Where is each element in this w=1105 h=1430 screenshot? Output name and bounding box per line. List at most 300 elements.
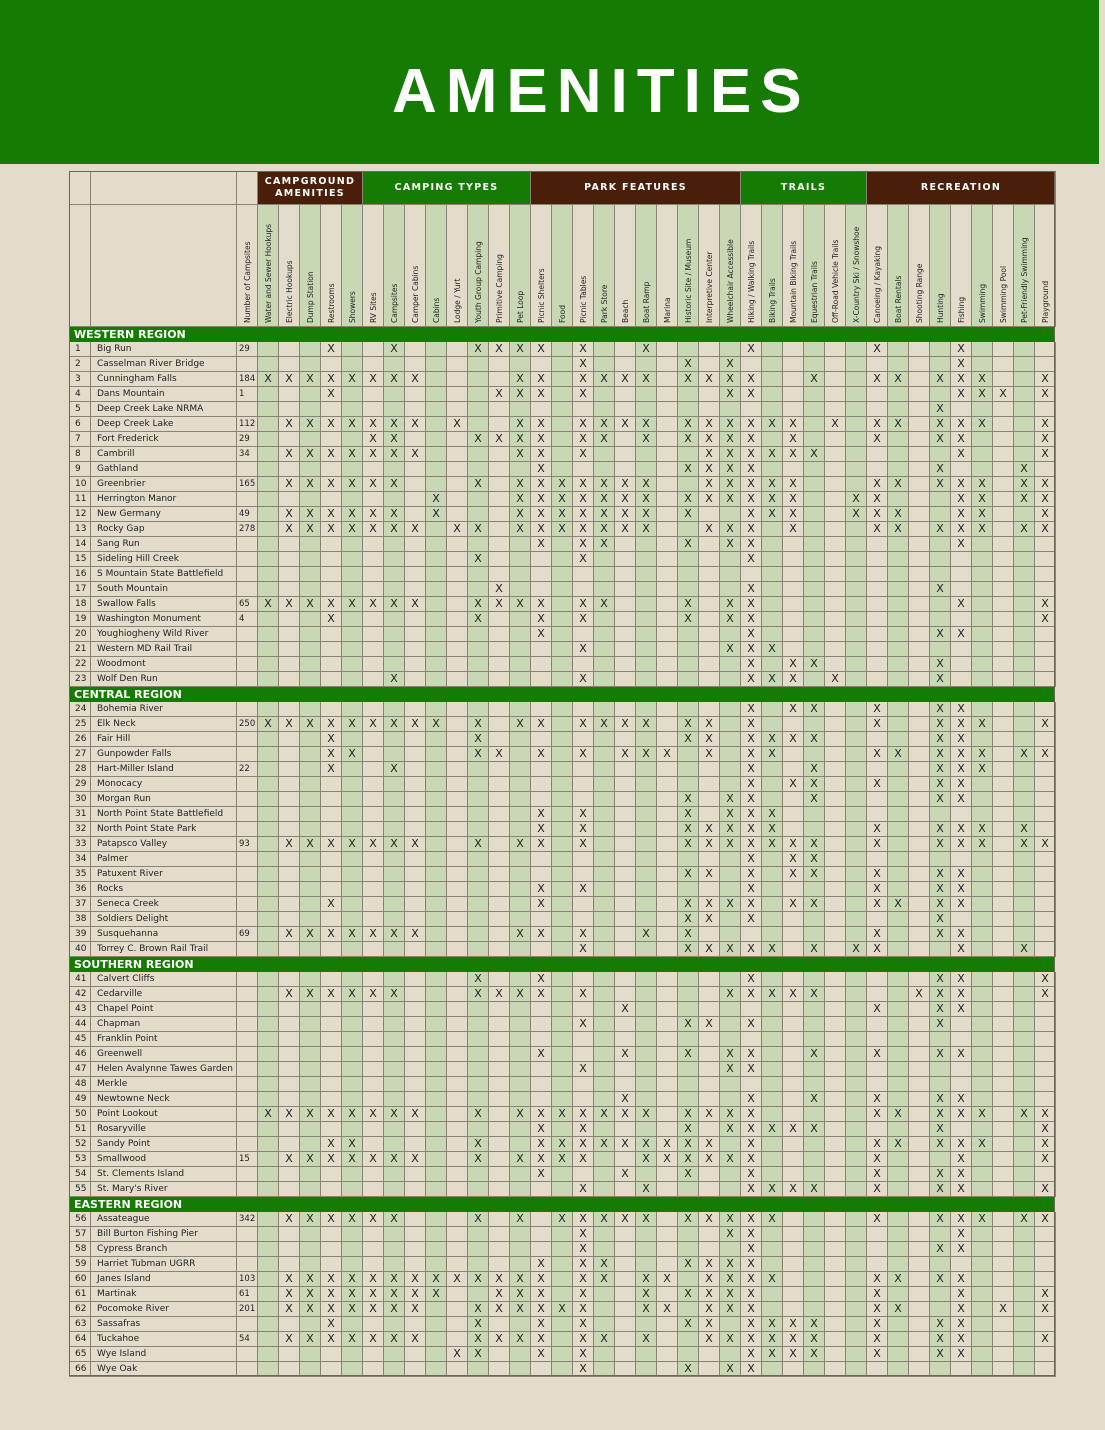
amenity-cell — [594, 582, 615, 597]
column-header-label: Food — [558, 305, 567, 323]
row-number: 20 — [69, 627, 91, 642]
amenity-cell — [468, 387, 489, 402]
campsite-count — [237, 1002, 258, 1017]
amenity-cell — [762, 1047, 783, 1062]
amenity-cell — [699, 582, 720, 597]
amenity-cell — [321, 942, 342, 957]
row-number: 51 — [69, 1122, 91, 1137]
amenity-cell — [615, 702, 636, 717]
amenity-mark: X — [930, 927, 951, 942]
campsite-count — [237, 642, 258, 657]
amenity-cell — [783, 642, 804, 657]
amenity-mark: X — [552, 492, 573, 507]
amenity-cell — [552, 822, 573, 837]
amenity-mark: X — [468, 987, 489, 1002]
amenity-mark: X — [720, 1212, 741, 1227]
amenity-mark: X — [867, 822, 888, 837]
amenity-cell — [258, 477, 279, 492]
amenity-cell — [972, 402, 993, 417]
amenity-mark: X — [741, 477, 762, 492]
amenity-cell — [888, 552, 909, 567]
amenity-mark: X — [279, 1212, 300, 1227]
amenity-cell — [888, 762, 909, 777]
amenity-cell — [258, 987, 279, 1002]
amenity-cell — [678, 882, 699, 897]
amenity-cell — [783, 537, 804, 552]
amenity-cell — [993, 432, 1014, 447]
column-header — [384, 205, 405, 327]
amenity-mark: X — [930, 582, 951, 597]
amenity-mark: X — [930, 1047, 951, 1062]
column-header-label: Swimming — [978, 283, 987, 323]
amenity-cell — [804, 717, 825, 732]
amenity-mark: X — [552, 522, 573, 537]
amenity-mark: X — [741, 417, 762, 432]
amenity-cell — [783, 1272, 804, 1287]
amenity-cell — [825, 1302, 846, 1317]
amenity-cell — [804, 462, 825, 477]
amenity-cell — [657, 672, 678, 687]
amenity-cell — [300, 387, 321, 402]
amenity-mark: X — [615, 1047, 636, 1062]
amenity-mark: X — [300, 372, 321, 387]
amenity-cell — [615, 1272, 636, 1287]
amenity-cell — [657, 597, 678, 612]
amenity-cell — [783, 747, 804, 762]
amenity-cell — [363, 1317, 384, 1332]
amenity-mark: X — [573, 477, 594, 492]
amenity-cell — [762, 342, 783, 357]
amenity-cell — [258, 1002, 279, 1017]
amenity-cell — [825, 1212, 846, 1227]
amenity-cell — [1014, 342, 1035, 357]
park-name: Casselman River Bridge — [91, 357, 237, 372]
amenity-mark: X — [951, 597, 972, 612]
amenity-mark: X — [510, 1332, 531, 1347]
amenity-mark: X — [447, 522, 468, 537]
amenity-mark: X — [699, 462, 720, 477]
amenity-mark: X — [972, 417, 993, 432]
amenity-cell — [321, 552, 342, 567]
amenity-cell — [909, 1077, 930, 1092]
amenity-cell — [636, 1362, 657, 1377]
amenity-cell — [552, 567, 573, 582]
amenity-cell — [426, 402, 447, 417]
amenity-cell — [615, 777, 636, 792]
amenity-cell — [405, 492, 426, 507]
park-name: Cunningham Falls — [91, 372, 237, 387]
amenity-cell — [573, 897, 594, 912]
amenity-mark: X — [783, 492, 804, 507]
amenity-mark: X — [930, 837, 951, 852]
amenity-cell — [489, 612, 510, 627]
amenity-cell — [615, 897, 636, 912]
amenity-cell — [258, 387, 279, 402]
amenity-cell — [657, 657, 678, 672]
amenity-mark: X — [384, 477, 405, 492]
amenity-mark: X — [1035, 1212, 1056, 1227]
amenity-cell — [279, 942, 300, 957]
amenity-cell — [951, 1362, 972, 1377]
amenity-mark: X — [531, 492, 552, 507]
amenity-cell — [678, 582, 699, 597]
amenity-mark: X — [741, 1137, 762, 1152]
amenity-cell — [972, 672, 993, 687]
amenity-cell — [909, 567, 930, 582]
amenity-cell — [531, 1077, 552, 1092]
amenity-cell — [300, 867, 321, 882]
amenity-cell — [342, 912, 363, 927]
amenity-cell — [699, 1347, 720, 1362]
amenity-mark: X — [657, 1302, 678, 1317]
amenity-cell — [300, 642, 321, 657]
amenity-cell — [258, 357, 279, 372]
amenity-mark: X — [951, 762, 972, 777]
amenity-cell — [447, 1137, 468, 1152]
row-number: 50 — [69, 1107, 91, 1122]
amenity-cell — [447, 822, 468, 837]
park-name: Chapel Point — [91, 1002, 237, 1017]
amenity-cell — [699, 1242, 720, 1257]
amenity-mark: X — [615, 1002, 636, 1017]
amenity-cell — [909, 1137, 930, 1152]
row-number: 55 — [69, 1182, 91, 1197]
amenity-cell — [804, 1152, 825, 1167]
amenity-cell — [594, 1347, 615, 1362]
amenity-cell — [783, 1302, 804, 1317]
park-name: Cypress Branch — [91, 1242, 237, 1257]
amenity-cell — [594, 1167, 615, 1182]
amenity-mark: X — [951, 927, 972, 942]
column-header — [825, 205, 846, 327]
amenity-mark: X — [762, 1272, 783, 1287]
amenity-cell — [615, 1302, 636, 1317]
amenity-cell — [720, 882, 741, 897]
amenity-cell — [678, 762, 699, 777]
amenity-cell — [426, 807, 447, 822]
amenity-cell — [972, 807, 993, 822]
amenity-mark: X — [279, 417, 300, 432]
amenity-cell — [1035, 1257, 1056, 1272]
amenity-cell — [825, 1077, 846, 1092]
amenity-cell — [720, 1032, 741, 1047]
amenity-mark: X — [783, 867, 804, 882]
amenity-mark: X — [678, 1047, 699, 1062]
amenity-cell — [657, 1092, 678, 1107]
group-header-campground-amenities: CAMPGROUND AMENITIES — [258, 171, 363, 205]
amenity-cell — [552, 462, 573, 477]
amenity-cell — [552, 1167, 573, 1182]
amenity-cell — [426, 1122, 447, 1137]
amenity-cell — [993, 747, 1014, 762]
amenity-mark: X — [531, 717, 552, 732]
amenity-cell — [384, 972, 405, 987]
amenity-cell — [321, 402, 342, 417]
amenity-cell — [468, 882, 489, 897]
amenity-cell — [1014, 1362, 1035, 1377]
amenity-cell — [447, 597, 468, 612]
amenity-cell — [699, 537, 720, 552]
amenity-cell — [972, 612, 993, 627]
amenity-cell — [972, 732, 993, 747]
amenity-mark: X — [783, 1122, 804, 1137]
amenity-mark: X — [699, 837, 720, 852]
amenity-mark: X — [783, 507, 804, 522]
amenity-cell — [720, 702, 741, 717]
amenity-cell — [909, 612, 930, 627]
amenity-cell — [804, 492, 825, 507]
amenity-cell — [405, 1077, 426, 1092]
park-name: Patapsco Valley — [91, 837, 237, 852]
amenity-cell — [258, 942, 279, 957]
amenity-cell — [300, 1257, 321, 1272]
amenity-mark: X — [573, 1182, 594, 1197]
amenity-mark: X — [951, 387, 972, 402]
amenity-mark: X — [783, 702, 804, 717]
amenity-cell — [657, 1347, 678, 1362]
amenity-mark: X — [678, 462, 699, 477]
amenity-cell — [363, 1242, 384, 1257]
amenity-cell — [363, 657, 384, 672]
amenity-cell — [279, 1362, 300, 1377]
amenity-mark: X — [321, 1272, 342, 1287]
amenity-cell — [447, 1182, 468, 1197]
amenity-cell — [363, 1032, 384, 1047]
amenity-cell — [699, 507, 720, 522]
amenity-cell — [867, 627, 888, 642]
amenity-cell — [951, 912, 972, 927]
amenity-mark: X — [615, 1212, 636, 1227]
amenity-cell — [699, 552, 720, 567]
amenity-cell — [804, 1107, 825, 1122]
amenity-mark: X — [258, 372, 279, 387]
amenity-cell — [657, 717, 678, 732]
amenity-cell — [678, 972, 699, 987]
amenity-cell — [510, 357, 531, 372]
amenity-cell — [405, 657, 426, 672]
amenity-cell — [363, 897, 384, 912]
amenity-mark: X — [342, 717, 363, 732]
amenity-cell — [825, 987, 846, 1002]
amenity-cell — [993, 987, 1014, 1002]
amenity-mark: X — [699, 1107, 720, 1122]
amenity-cell — [825, 1257, 846, 1272]
amenity-cell — [972, 1032, 993, 1047]
amenity-cell — [762, 912, 783, 927]
amenity-cell — [699, 402, 720, 417]
amenity-mark: X — [615, 507, 636, 522]
campsite-count — [237, 1227, 258, 1242]
amenity-cell — [531, 402, 552, 417]
amenity-mark: X — [699, 1332, 720, 1347]
amenity-cell — [888, 822, 909, 837]
amenity-cell — [510, 552, 531, 567]
amenity-mark: X — [888, 417, 909, 432]
campsite-count — [237, 1182, 258, 1197]
amenity-cell — [363, 942, 384, 957]
amenity-mark: X — [321, 747, 342, 762]
park-name: North Point State Park — [91, 822, 237, 837]
amenity-cell — [405, 1002, 426, 1017]
campsite-count — [237, 1167, 258, 1182]
amenity-cell — [342, 1002, 363, 1017]
amenity-cell — [657, 567, 678, 582]
amenity-mark: X — [1035, 1137, 1056, 1152]
campsite-count: 201 — [237, 1302, 258, 1317]
amenity-mark: X — [300, 1302, 321, 1317]
amenity-cell — [888, 402, 909, 417]
row-number: 28 — [69, 762, 91, 777]
amenity-cell — [846, 582, 867, 597]
amenity-mark: X — [258, 1107, 279, 1122]
amenity-cell — [279, 882, 300, 897]
amenity-cell — [909, 597, 930, 612]
amenity-cell — [615, 537, 636, 552]
campsite-count — [237, 987, 258, 1002]
amenity-cell — [426, 1047, 447, 1062]
amenity-mark: X — [636, 1302, 657, 1317]
amenity-cell — [993, 1152, 1014, 1167]
amenity-cell — [993, 927, 1014, 942]
amenity-mark: X — [741, 1272, 762, 1287]
amenity-cell — [657, 417, 678, 432]
amenity-cell — [321, 822, 342, 837]
amenity-cell — [993, 822, 1014, 837]
amenity-cell — [279, 342, 300, 357]
amenity-cell — [405, 747, 426, 762]
amenity-cell — [657, 897, 678, 912]
amenity-cell — [321, 1167, 342, 1182]
amenity-cell — [636, 837, 657, 852]
amenity-cell — [258, 432, 279, 447]
amenity-cell — [636, 702, 657, 717]
amenity-cell — [531, 1092, 552, 1107]
amenity-cell — [741, 1002, 762, 1017]
amenity-mark: X — [531, 1317, 552, 1332]
amenity-cell — [615, 942, 636, 957]
amenity-cell — [993, 537, 1014, 552]
park-name: Morgan Run — [91, 792, 237, 807]
amenity-cell — [279, 897, 300, 912]
amenity-cell — [468, 507, 489, 522]
amenity-cell — [510, 1017, 531, 1032]
amenity-mark: X — [741, 837, 762, 852]
amenity-cell — [321, 642, 342, 657]
amenity-mark: X — [741, 1242, 762, 1257]
amenity-cell — [594, 1032, 615, 1047]
amenity-mark: X — [573, 1152, 594, 1167]
amenity-cell — [867, 762, 888, 777]
amenity-cell — [825, 522, 846, 537]
campsite-count — [237, 807, 258, 822]
amenity-cell — [930, 537, 951, 552]
amenity-cell — [930, 807, 951, 822]
amenity-cell — [405, 672, 426, 687]
amenity-cell — [762, 1362, 783, 1377]
amenity-cell — [573, 1002, 594, 1017]
amenity-cell — [972, 537, 993, 552]
amenity-cell — [951, 672, 972, 687]
amenity-cell — [993, 1257, 1014, 1272]
amenity-cell — [426, 1137, 447, 1152]
amenity-cell — [426, 822, 447, 837]
region-header: WESTERN REGION — [69, 327, 1055, 342]
amenity-cell — [552, 1257, 573, 1272]
amenity-mark: X — [720, 597, 741, 612]
amenity-cell — [888, 582, 909, 597]
amenity-cell — [888, 1212, 909, 1227]
amenity-mark: X — [279, 717, 300, 732]
amenity-cell — [363, 1017, 384, 1032]
amenity-cell — [951, 852, 972, 867]
amenity-mark: X — [741, 657, 762, 672]
amenity-mark: X — [699, 447, 720, 462]
amenity-cell — [825, 762, 846, 777]
amenity-cell — [846, 1257, 867, 1272]
amenity-mark: X — [867, 1137, 888, 1152]
amenity-mark: X — [405, 1287, 426, 1302]
amenity-cell — [573, 402, 594, 417]
amenity-mark: X — [720, 612, 741, 627]
amenity-mark: X — [1014, 462, 1035, 477]
amenity-cell — [300, 1002, 321, 1017]
amenity-cell — [783, 462, 804, 477]
amenity-cell — [678, 387, 699, 402]
amenity-cell — [489, 762, 510, 777]
amenity-mark: X — [342, 447, 363, 462]
amenity-cell — [615, 342, 636, 357]
amenity-cell — [930, 357, 951, 372]
amenity-cell — [552, 387, 573, 402]
amenity-cell — [720, 867, 741, 882]
amenity-mark: X — [405, 417, 426, 432]
amenity-mark: X — [699, 1302, 720, 1317]
amenity-cell — [846, 882, 867, 897]
amenity-mark: X — [888, 507, 909, 522]
amenity-cell — [447, 1077, 468, 1092]
amenity-mark: X — [321, 417, 342, 432]
amenity-mark: X — [741, 1212, 762, 1227]
amenity-cell — [279, 357, 300, 372]
amenity-cell — [1014, 1302, 1035, 1317]
amenity-cell — [405, 462, 426, 477]
park-name: Patuxent River — [91, 867, 237, 882]
amenity-mark: X — [342, 372, 363, 387]
amenity-cell — [825, 1317, 846, 1332]
amenity-cell — [825, 642, 846, 657]
amenity-cell — [342, 1362, 363, 1377]
amenity-cell — [342, 867, 363, 882]
amenity-cell — [993, 807, 1014, 822]
amenity-cell — [867, 987, 888, 1002]
amenity-cell — [678, 702, 699, 717]
amenity-mark: X — [384, 1152, 405, 1167]
amenity-mark: X — [888, 747, 909, 762]
amenity-cell — [300, 357, 321, 372]
amenity-cell — [258, 627, 279, 642]
amenity-cell — [489, 672, 510, 687]
amenity-cell — [552, 1242, 573, 1257]
column-header — [363, 205, 384, 327]
amenity-cell — [699, 987, 720, 1002]
amenity-mark: X — [930, 522, 951, 537]
amenity-cell — [468, 792, 489, 807]
amenity-cell — [909, 642, 930, 657]
region-header: EASTERN REGION — [69, 1197, 1055, 1212]
amenity-cell — [405, 882, 426, 897]
amenity-cell — [783, 1152, 804, 1167]
amenity-cell — [594, 387, 615, 402]
